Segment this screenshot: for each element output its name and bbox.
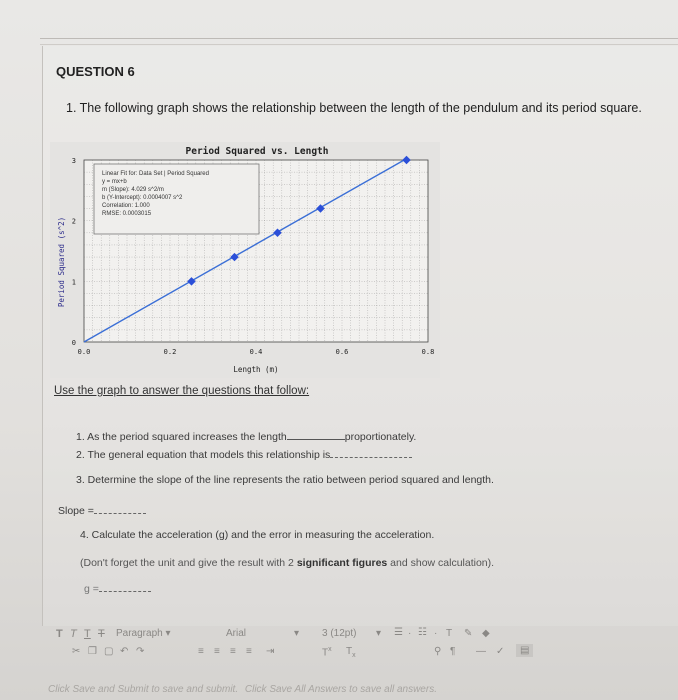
copy-icon[interactable]: ❐ [88, 646, 97, 657]
question-4: 4. Calculate the acceleration (g) and the error in measuring the acceleration. [80, 529, 435, 541]
link-icon[interactable]: ⚲ [434, 646, 442, 657]
note-bold: significant figures [296, 557, 388, 569]
undo-icon[interactable]: ↶ [120, 646, 129, 657]
superscript-label: T [322, 647, 329, 659]
y-tick-label: 0 [71, 339, 76, 347]
font-size-select[interactable] [322, 628, 356, 639]
cut-icon[interactable]: ✂ [72, 646, 81, 657]
chevron-down-icon[interactable]: · [408, 628, 412, 639]
indent-icon[interactable]: ⇥ [266, 646, 275, 657]
g-answer[interactable] [99, 583, 151, 592]
question-prompt: 1. The following graph shows the relationship between the length of the pendulum and its period square. [66, 101, 642, 115]
horizontal-rule-icon[interactable]: — [476, 646, 486, 657]
slope-label: Slope = [58, 505, 94, 517]
footer-hint [48, 684, 441, 695]
note-text: and show calculation). [390, 557, 495, 569]
chevron-down-icon[interactable]: ▾ [376, 628, 382, 639]
question-4-note [80, 557, 494, 569]
fit-box-line: Linear Fit for: Data Set | Period Squared [102, 171, 209, 177]
question-2-text: 2. The general equation that models this relationship is [76, 449, 331, 461]
answer-blank-1[interactable] [287, 429, 345, 440]
question-title: QUESTION 6 [56, 64, 135, 79]
question-3: 3. Determine the slope of the line represents the ratio between period squared and length. [76, 474, 494, 486]
period-squared-chart [50, 142, 440, 378]
align-left-icon[interactable]: ≡ [198, 646, 204, 657]
slope-field [58, 505, 146, 517]
question-1 [76, 429, 416, 443]
note-text: (Don't forget the unit and give the result with 2 [80, 557, 294, 569]
subscript-label: T [346, 646, 353, 657]
x-tick-label: 0.8 [421, 348, 435, 356]
text-color-icon[interactable]: T [446, 628, 453, 639]
bold-button[interactable]: T [56, 628, 63, 640]
bullet-list-icon[interactable]: ☰ [394, 627, 403, 638]
paste-icon[interactable]: ▢ [104, 646, 114, 657]
x-tick-label: 0.0 [77, 348, 91, 356]
g-label: g = [84, 583, 99, 595]
chevron-down-icon[interactable]: · [434, 628, 438, 639]
editor-toolbar [56, 620, 596, 664]
answer-blank-2[interactable] [330, 449, 412, 458]
superscript-button[interactable]: $T^x$ [322, 646, 332, 659]
font-label: Arial [226, 628, 247, 639]
subscript-button[interactable]: $T_x$ [346, 646, 356, 659]
chevron-down-icon: ▾ [165, 628, 171, 639]
highlight-icon[interactable]: ✎ [464, 628, 473, 639]
question-1-text: 1. As the period squared increases the length [76, 431, 287, 443]
g-field [84, 583, 151, 595]
divider [40, 44, 678, 45]
fit-box-line: RMSE: 0.0003015 [102, 211, 152, 217]
fit-box [94, 164, 259, 234]
y-tick-label: 3 [71, 157, 76, 165]
italic-button[interactable]: T [70, 628, 77, 640]
align-right-icon[interactable]: ≡ [230, 646, 236, 657]
x-tick-label: 0.6 [335, 348, 349, 356]
footer-save-submit: Click Save and Submit to save and submit. [48, 684, 239, 695]
question-1-suffix: proportionately. [344, 431, 417, 443]
font-size-label: 3 (12pt) [322, 628, 357, 639]
y-tick-label: 1 [71, 278, 76, 287]
x-tick-label: 0.4 [249, 348, 263, 356]
numbered-list-icon[interactable]: ☷ [418, 627, 427, 638]
fit-box-line: m (Slope): 4.029 s^2/m [102, 187, 164, 193]
paragraph-select[interactable] [116, 628, 171, 639]
slope-answer[interactable] [94, 505, 146, 514]
fit-box-line: y = mx+b [102, 179, 127, 185]
y-tick-label: 2 [71, 217, 76, 226]
strike-button[interactable]: T [98, 628, 105, 640]
underline-button[interactable]: T [84, 628, 91, 640]
align-center-icon[interactable]: ≡ [214, 646, 220, 657]
fit-box-line: b (Y-Intercept): 0.0004007 s^2 [102, 195, 183, 201]
question-2 [76, 449, 412, 461]
fit-box-line: Correlation: 1.000 [102, 203, 150, 209]
font-select[interactable] [226, 628, 246, 639]
redo-icon[interactable]: ↷ [136, 646, 145, 657]
chevron-down-icon[interactable]: ▾ [294, 628, 300, 639]
chart-title: Period Squared vs. Length [185, 146, 329, 157]
divider [40, 38, 678, 39]
x-tick-label: 0.2 [163, 348, 177, 356]
instructions: Use the graph to answer the questions that follow: [54, 385, 310, 397]
paragraph-mark-icon[interactable]: ¶ [450, 646, 456, 657]
justify-icon[interactable]: ≡ [246, 646, 252, 657]
footer-save-all: Click Save All Answers to save all answers. [244, 684, 437, 695]
spellcheck-icon[interactable]: ✓ [496, 646, 505, 657]
eraser-icon[interactable]: ◆ [482, 628, 490, 639]
y-axis-label: Period Squared (s^2) [57, 216, 66, 308]
more-icon[interactable]: ▤ [516, 644, 533, 657]
x-axis-label: Length (m) [233, 365, 279, 374]
paragraph-label: Paragraph [116, 628, 163, 639]
